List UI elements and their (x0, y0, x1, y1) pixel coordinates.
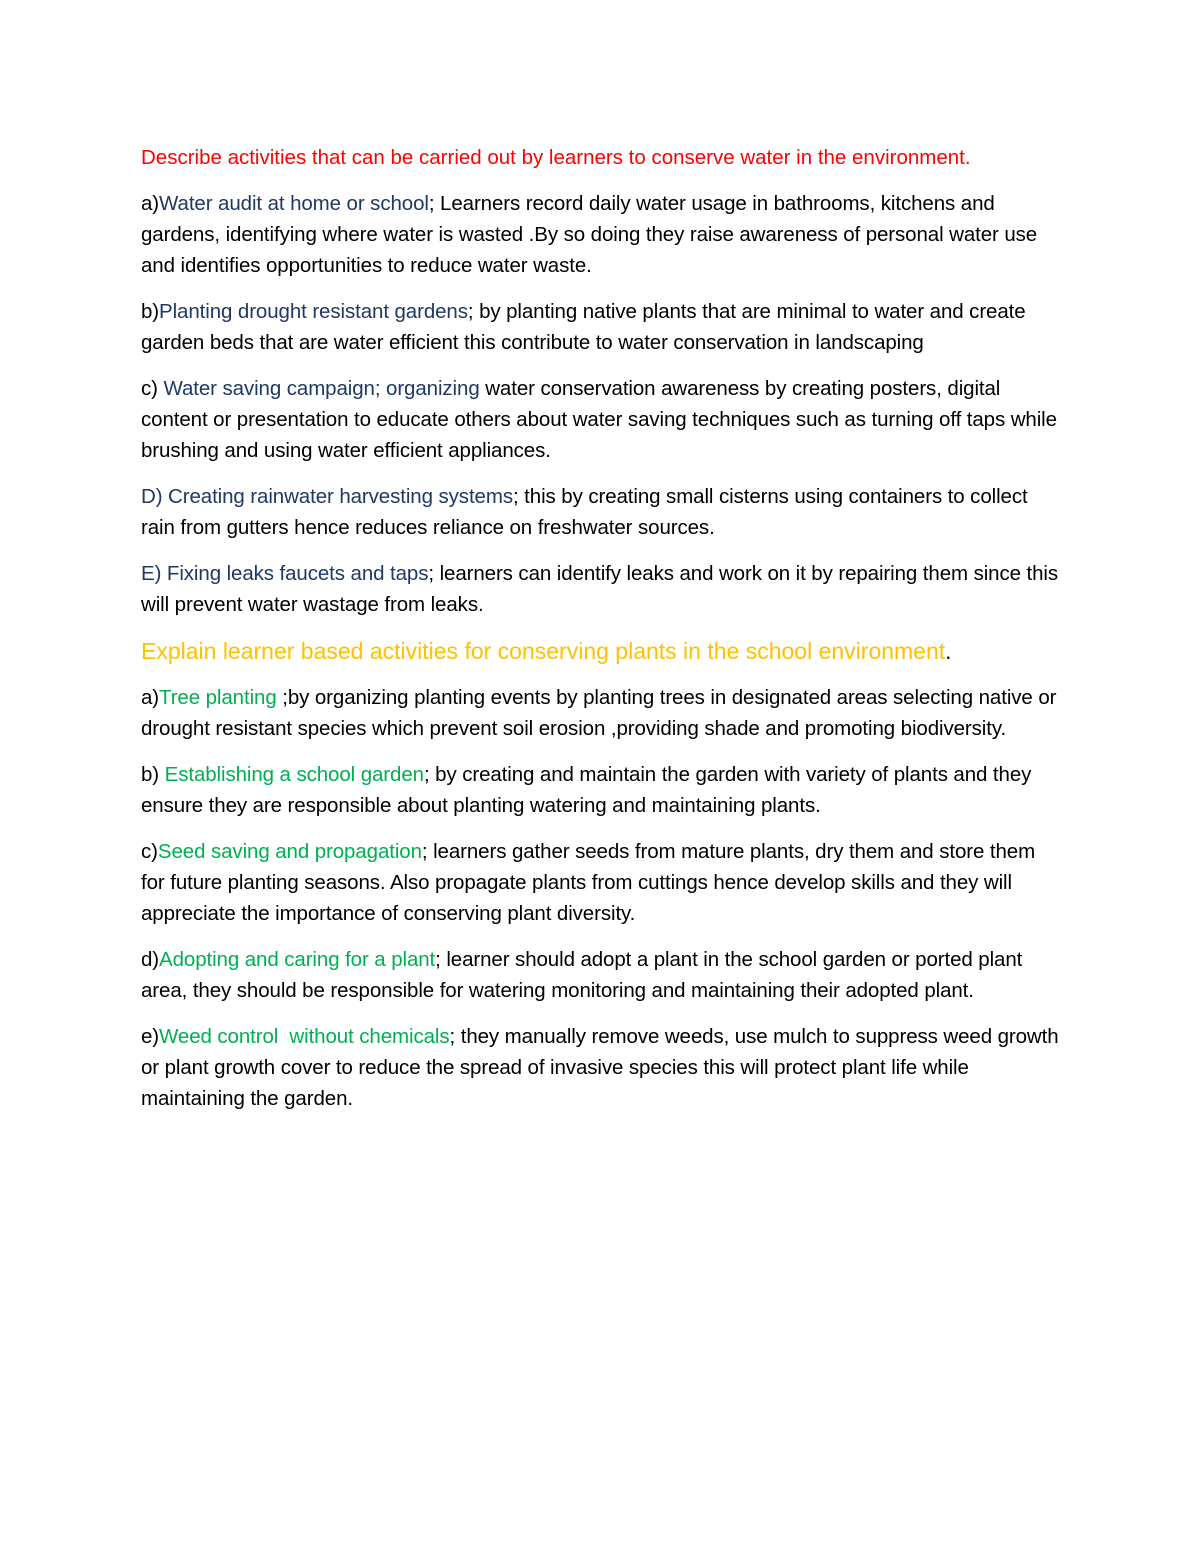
water-item-c-label: Water saving campaign; organizing (163, 377, 480, 400)
question-2-heading (141, 635, 1061, 668)
water-item-b-text: ; by planting native plants that are minimal to water and create garden beds that are water efficient this contribute to water conservation in landscaping (141, 300, 1026, 354)
water-item-b (141, 296, 1061, 358)
plant-item-b-prefix: b) (141, 763, 165, 786)
water-item-c (141, 373, 1061, 466)
plant-item-c-prefix: c) (141, 840, 158, 863)
water-item-e (141, 558, 1061, 620)
water-item-e-label: Fixing leaks faucets and taps (166, 562, 429, 585)
plant-item-a-label: Tree planting (159, 686, 277, 709)
document-body (141, 142, 1061, 1129)
plant-item-e-prefix: e) (141, 1025, 160, 1048)
plant-item-c-label: Seed saving and propagation (157, 840, 422, 863)
water-item-b-label: Planting drought resistant gardens (159, 300, 468, 323)
water-item-a (141, 188, 1061, 281)
question-2-heading-end: . (945, 638, 952, 664)
water-item-a-prefix: a) (141, 192, 160, 215)
plant-item-e (141, 1021, 1061, 1114)
plant-item-a-text: ;by organizing planting events by planting trees in designated areas selecting native or drought resistant species which prevent soil erosion ,providing shade and promoting biodiversity. (141, 686, 1057, 740)
water-item-b-prefix: b) (141, 300, 160, 323)
plant-item-e-text: ; they manually remove weeds, use mulch to suppress weed growth or plant growth cover to reduce the spread of invasive species this will protect plant life while maintaining the garden. (141, 1025, 1059, 1110)
water-item-d-text: ; this by creating small cisterns using containers to collect rain from gutters hence reduces reliance on freshwater sources. (141, 485, 1028, 539)
plant-item-d (141, 944, 1061, 1006)
plant-item-c (141, 836, 1061, 929)
plant-item-b-text: ; by creating and maintain the garden with variety of plants and they ensure they are responsible about planting watering and maintaining plants. (141, 763, 1032, 817)
question-2-heading-text: Explain learner based activities for conserving plants in the school environment (141, 638, 946, 664)
water-item-e-prefix: E) (141, 562, 167, 585)
plant-item-a-prefix: a) (141, 686, 160, 709)
water-item-d (141, 481, 1061, 543)
plant-item-d-text: ; learner should adopt a plant in the school garden or ported plant area, they should be responsible for watering monitoring and maintaining their adopted plant. (141, 948, 1023, 1002)
plant-item-a (141, 682, 1061, 744)
plant-item-b (141, 759, 1061, 821)
water-item-a-text: ; Learners record daily water usage in bathrooms, kitchens and gardens, identifying where water is wasted .By so doing they raise awareness of personal water use and identifies opportunities to reduce water waste. (141, 192, 1038, 277)
plant-item-b-label: Establishing a school garden (164, 763, 424, 786)
water-item-d-label: Creating rainwater harvesting systems (168, 485, 513, 508)
water-item-c-text: water conservation awareness by creating posters, digital content or presentation to educate others about water saving techniques such as turning off taps while brushing and using water efficient appliances. (141, 377, 1057, 462)
plant-item-d-prefix: d) (141, 948, 160, 971)
plant-item-c-text: ; learners gather seeds from mature plants, dry them and store them for future planting seasons. Also propagate plants from cuttings hence develop skills and they will appreciate the importance of conserving plant diversity. (141, 840, 1036, 925)
plant-item-d-label: Adopting and caring for a plant (159, 948, 436, 971)
water-item-d-prefix: D) (141, 485, 169, 508)
water-item-c-prefix: c) (141, 377, 164, 400)
question-1-heading-text: Describe activities that can be carried out by learners to conserve water in the environment. (141, 146, 971, 169)
water-item-a-label: Water audit at home or school (159, 192, 429, 215)
question-1-heading (141, 142, 1061, 173)
plant-item-e-label: Weed control without chemicals (159, 1025, 450, 1048)
water-item-e-text: ; learners can identify leaks and work on it by repairing them since this will prevent water wastage from leaks. (141, 562, 1059, 616)
